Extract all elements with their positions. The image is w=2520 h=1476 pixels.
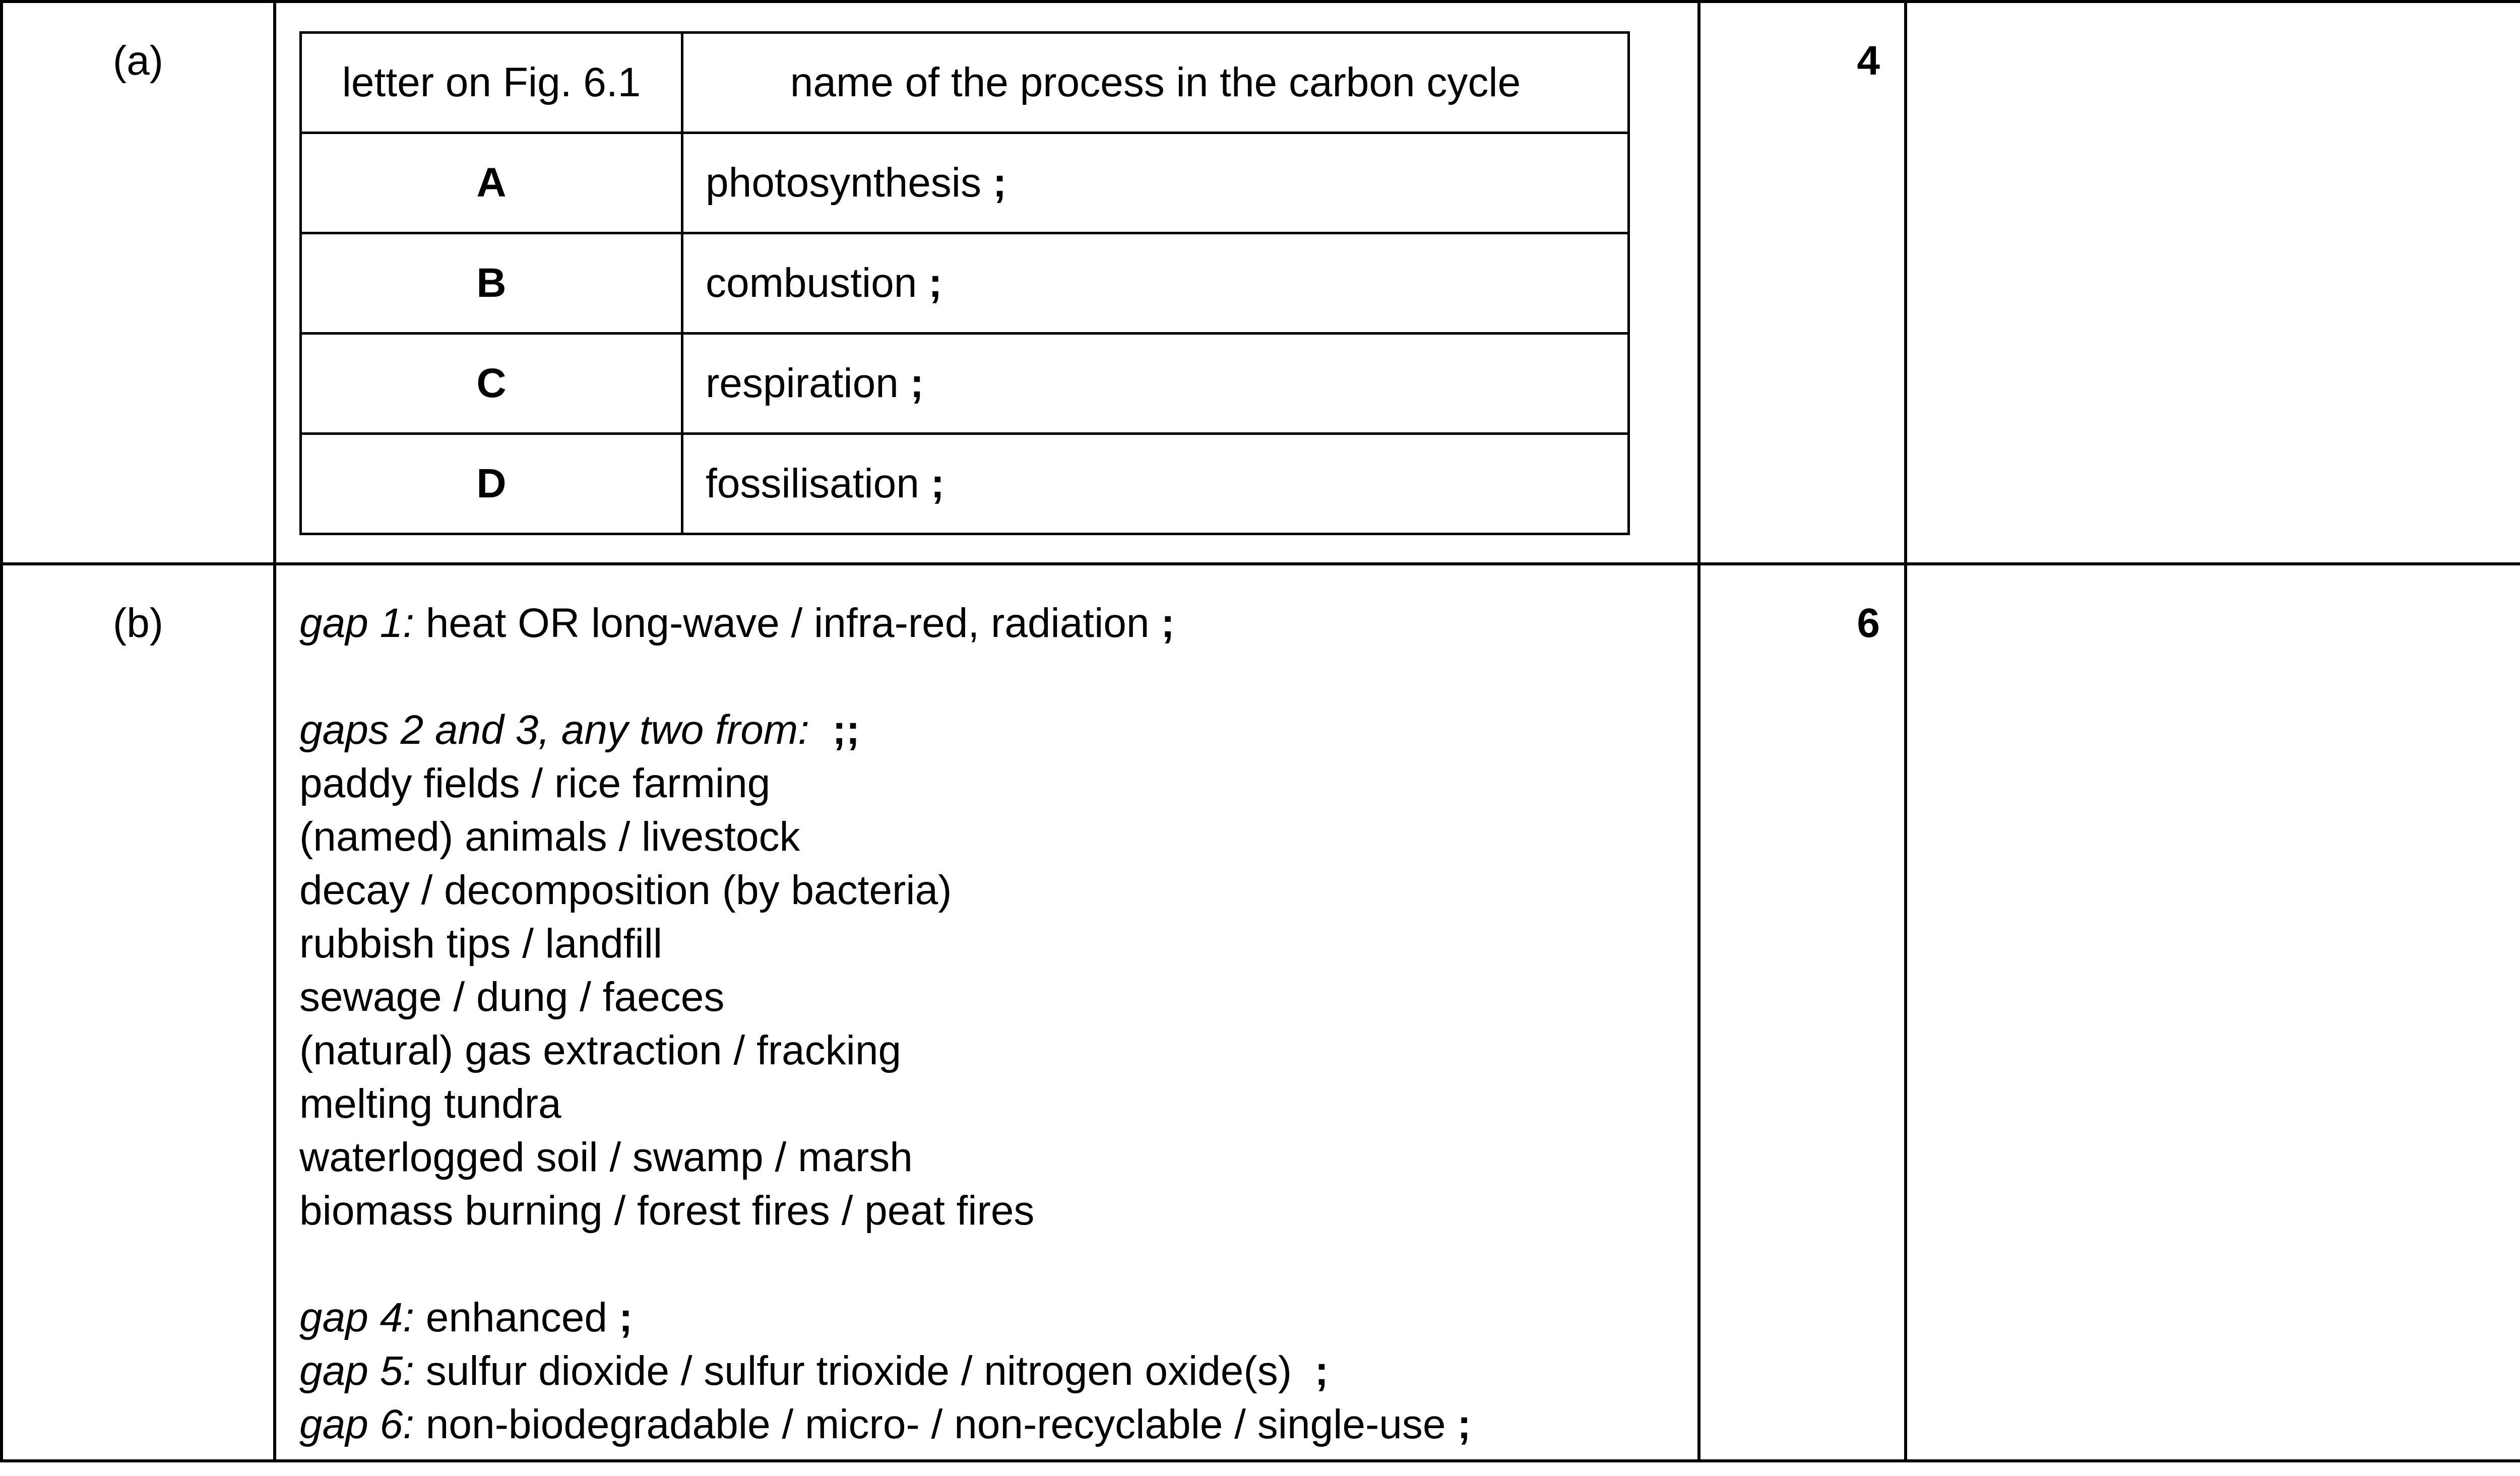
gaps23-item: (named) animals / livestock (299, 814, 800, 860)
mark-tick: ; (618, 1295, 633, 1340)
question-row-a (2, 2, 2520, 564)
answer-cell-b (275, 564, 1699, 1461)
question-row-b (2, 564, 2520, 1461)
guidance-cell-b (1906, 564, 2520, 1461)
gap6-answer (299, 1398, 1697, 1451)
gap4-label: gap 4: (299, 1295, 414, 1340)
guidance-cell-a (1906, 2, 2520, 564)
gaps23-heading (299, 703, 1697, 757)
mark-tick: ; (930, 461, 944, 506)
gaps23-item: sewage / dung / faeces (299, 974, 725, 1020)
gap4-text: enhanced (425, 1295, 608, 1340)
process-name-cell (682, 233, 1629, 334)
header-process: name of the process in the carbon cycle (682, 33, 1629, 133)
mark-tick: ; (1314, 1348, 1329, 1394)
header-letter: letter on Fig. 6.1 (301, 33, 682, 133)
process-name-cell (682, 434, 1629, 534)
gaps23-label: gaps 2 and 3, any two from: (299, 707, 809, 753)
process-name: photosynthesis (706, 160, 982, 206)
process-letter: C (301, 334, 682, 434)
mark-tick: ; (1161, 600, 1175, 646)
marks-b: 6 (1699, 564, 1906, 1461)
question-label-b: (b) (2, 564, 275, 1461)
mark-tick: ; (928, 260, 942, 306)
gaps23-item: biomass burning / forest fires / peat fires (299, 1188, 1035, 1234)
gap1-text: heat OR long-wave / infra-red, radiation (425, 600, 1150, 646)
carbon-cycle-process-table (299, 31, 1630, 535)
gap6-text: non-biodegradable / micro- / non-recyclable / single-use (425, 1401, 1446, 1447)
marks-a: 4 (1699, 2, 1906, 564)
gap5-text: sulfur dioxide / sulfur trioxide / nitrogen oxide(s) (425, 1348, 1292, 1394)
gaps23-item: rubbish tips / landfill (299, 921, 663, 967)
process-name: respiration (706, 360, 899, 406)
mark-tick: ; (910, 360, 924, 406)
process-name-cell (682, 334, 1629, 434)
gap1-answer (299, 597, 1697, 650)
process-name: fossilisation (706, 461, 919, 506)
process-name: combustion (706, 260, 917, 306)
process-row (301, 334, 1629, 434)
question-label-a: (a) (2, 2, 275, 564)
gaps23-item: melting tundra (299, 1081, 561, 1127)
process-table-header (301, 33, 1629, 133)
process-row (301, 233, 1629, 334)
process-letter: A (301, 133, 682, 233)
mark-tick: ; (992, 160, 1007, 206)
mark-tick: ; (1457, 1401, 1471, 1447)
gap5-answer (299, 1344, 1697, 1398)
process-row (301, 434, 1629, 534)
gaps23-item: paddy fields / rice farming (299, 760, 771, 806)
answer-cell-a (275, 2, 1699, 564)
gap5-label: gap 5: (299, 1348, 414, 1394)
gaps23-item: decay / decomposition (by bacteria) (299, 867, 952, 913)
process-name-cell (682, 133, 1629, 233)
process-letter: D (301, 434, 682, 534)
gap6-label: gap 6: (299, 1401, 414, 1447)
gap4-answer (299, 1291, 1697, 1344)
gaps23-item: (natural) gas extraction / fracking (299, 1028, 902, 1073)
gap1-label: gap 1: (299, 600, 414, 646)
mark-tick: ;; (832, 707, 860, 753)
process-letter: B (301, 233, 682, 334)
process-row (301, 133, 1629, 233)
gaps23-item: waterlogged soil / swamp / marsh (299, 1134, 913, 1180)
